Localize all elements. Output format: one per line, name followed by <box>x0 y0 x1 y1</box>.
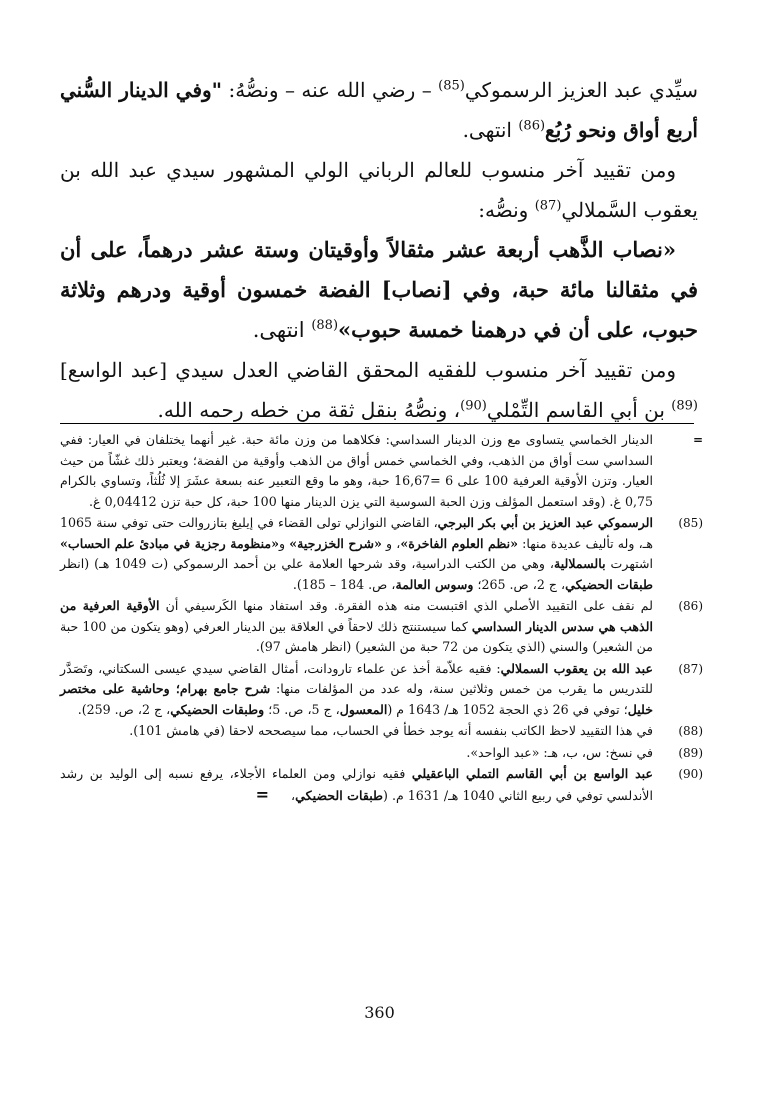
footnote-86 <box>60 596 703 658</box>
footnote-bold: الأوقية العرفية من الذهب هي سدس الدينار السداسي <box>60 598 654 634</box>
footnote-text: اشتهرت <box>605 556 654 571</box>
footnote-text: لم نقف على التقييد الأصلي الذي اقتبست منه هذه الفقرة. وقد استفاد منها الكَرسيفي أن <box>159 598 653 613</box>
footnote-bold: «منظومة رجزية في مبادئ علم الحساب» <box>60 535 280 551</box>
continuation-marker: = <box>255 784 270 804</box>
paragraph-4 <box>60 350 698 430</box>
footnote-text: في نسخ: س، ب، هـ: «عبد الواحد». <box>466 744 653 760</box>
footnote-bold: طبقات الحضيكي <box>565 576 653 592</box>
page-number: 360 <box>364 1003 395 1022</box>
footnote-bold: وطبقات الحضيكي <box>170 701 265 717</box>
footnote-number: (88) <box>678 724 703 738</box>
footnote-text: ، و <box>381 535 401 551</box>
text-run: بن أبي القاسم التِّمْلي <box>486 398 672 422</box>
footnote-text: فقيه نوازلي ومن العلماء الأجلاء، يرفع نسبه إلى الوليد بن رشد الأندلسي توفي في ربيع الثاني 1040 هـ/ 1631 م. ( <box>60 766 653 803</box>
continuation-marker: = <box>692 433 703 447</box>
footnote-bold: «شرح الخزرجية» <box>289 535 382 551</box>
footnote-bold: وسوس العالمة <box>395 576 474 592</box>
footnote-number: (85) <box>678 516 703 530</box>
footnote-text: في هذا التقييد لاحظ الكاتب بنفسه أنه يوجد خطأ في الحساب، مما سيصححه لاحقا (في هامش 101). <box>129 723 653 738</box>
footnote-bold: المعسول <box>339 701 388 717</box>
footnote-text: ، <box>291 787 296 803</box>
footnote-ref-87[interactable]: (87) <box>534 198 562 214</box>
footnote-85 <box>60 513 703 595</box>
paragraph-1 <box>60 70 698 150</box>
footnote-88 <box>60 721 703 742</box>
footnote-text: ، ج 2، ص. 265؛ <box>473 576 566 592</box>
text-run: سيِّدي عبد العزيز الرسموكي <box>464 78 699 102</box>
main-text <box>60 70 698 430</box>
footnote-bold: بالسملالية <box>553 556 606 571</box>
footnote-text: : فقيه علاّمة أخذ عن علماء تارودانت، أمثال القاضي سيدي عيسى السكتاني، وتَصَدَّر للتدريس ما يقرب من خمس وثلاثين سنة، وله عدد من المؤلفات منها: <box>60 660 653 696</box>
footnote-number: (90) <box>678 767 703 781</box>
footnote-ref-89[interactable]: (89) <box>671 398 698 414</box>
text-run: ومن تقييد آخر منسوب للفقيه المحقق القاضي العدل سيدي [عبد الواسع] <box>60 358 676 382</box>
quote-bold: «نصاب الذَّهب أربعة عشر مثقالاً وأوقيتان وستة عشر درهماً، على أن في مثقالنا مائة حبة، وفي [نصاب] الفضة خمسون أوقية ودرهم وثلاثة حبوب، على أن في درهمنا خمسة حبوب» <box>60 237 698 342</box>
footnote-text: ، ج 5، ص. 5؛ <box>264 701 340 717</box>
footnote-bold: عبد الله بن يعقوب السملالي <box>500 660 653 676</box>
footnote-bold: طبقات الحضيكي <box>295 787 384 803</box>
footnote-bold: «نظم العلوم الفاخرة» <box>400 535 519 551</box>
paragraph-3-quote <box>60 230 698 350</box>
footnote-bold: الرسموكي عبد العزيز بن أبي بكر البرجي <box>437 515 654 530</box>
footnote-number: (89) <box>678 745 703 760</box>
footnote-bold: عبد الواسع بن أبي القاسم التملي الباعقيلي <box>411 766 653 781</box>
text-run: – رضي الله عنه – ونصُّهُ: <box>222 78 439 102</box>
footnote-bold: شرح جامع بهرام؛ وحاشية على مختصر خليل <box>60 681 653 717</box>
text-run: ومن تقييد آخر منسوب للعالم الرباني الولي المشهور سيدي عبد الله بن يعقوب السَّملالي <box>60 158 698 222</box>
quote-bold: "وفي الدينار السُّني أربع أواق ونحو رُبُع <box>60 78 698 142</box>
footnote-text: ؛ توفي في 26 ذي الحجة 1052 هـ/ 1643 م ( <box>387 701 628 717</box>
footnote-number: (86) <box>678 599 703 613</box>
footnote-number: (87) <box>678 661 703 676</box>
paragraph-2 <box>60 150 698 230</box>
footnote-ref-86[interactable]: (86) <box>518 118 546 134</box>
footnote-text: ، ص. 184 – 185). <box>292 576 396 592</box>
footnote-text: كما سيستنتج ذلك لاحقاً في العلاقة بين الدينار العرفي (وهو يتكون من 100 حبة من الشعير) والسني (الذي يتكون من 72 حبة من الشعير) (انظر هامش 97). <box>60 618 653 654</box>
footnote-divider <box>60 423 694 424</box>
footnote-90 <box>60 764 703 806</box>
footnote-continuation <box>60 430 703 512</box>
footnote-text: ، وهي من الكتب الدراسية، وقد شرحها العلامة علي بن أحمد الرسموكي (ت 1049 هـ) (انظر <box>60 556 554 571</box>
footnote-89 <box>60 743 703 764</box>
footnote-text: ، القاضي النوازلي تولى القضاء في إيليغ بتازروالت حتى توفي سنة 1065 هـ، وله تأليف عديدة منها: <box>60 515 653 551</box>
footnote-ref-85[interactable]: (85) <box>438 78 465 94</box>
footnote-ref-88[interactable]: (88) <box>311 318 339 333</box>
footnotes <box>60 430 703 807</box>
text-run: انتهى. <box>252 318 312 342</box>
footnote-ref-90[interactable]: (90) <box>460 398 487 414</box>
footnote-87 <box>60 659 703 721</box>
footnote-text: و <box>279 535 290 551</box>
text-run: انتهى. <box>462 118 519 142</box>
footnote-text: ، ج 2، ص. 259). <box>77 701 171 717</box>
footnote-text: الدينار الخماسي يتساوى مع وزن الدينار السداسي: فكلاهما من وزن مائة حبة. غير أنهما يختلفان في العيار: ففي السداسي ست أواق من الذهب، وفي الخماسي خمس أواق من الذهب وأوقية من الفضة؛ ويعتبر ذلك غشّاً من حيث العيار. وتزن الأوقية العرفية 100 على 6 =16,67 حبة، وهو ما وقع التعبير عنه بسعة عشَرَ إلا ثُلُثاً، وتساوي بالكرام 0,75 غ. (وقد استعمل المؤلف وزن الحبة السوسية التي يزن الدينار منها 100 حبة، كل حبة تزن 0,04412 غ. <box>60 432 654 509</box>
text-run: ونصُّه: <box>478 198 535 222</box>
text-run: ، ونصُّهُ بنقل ثقة من خطه رحمه الله. <box>157 398 461 422</box>
